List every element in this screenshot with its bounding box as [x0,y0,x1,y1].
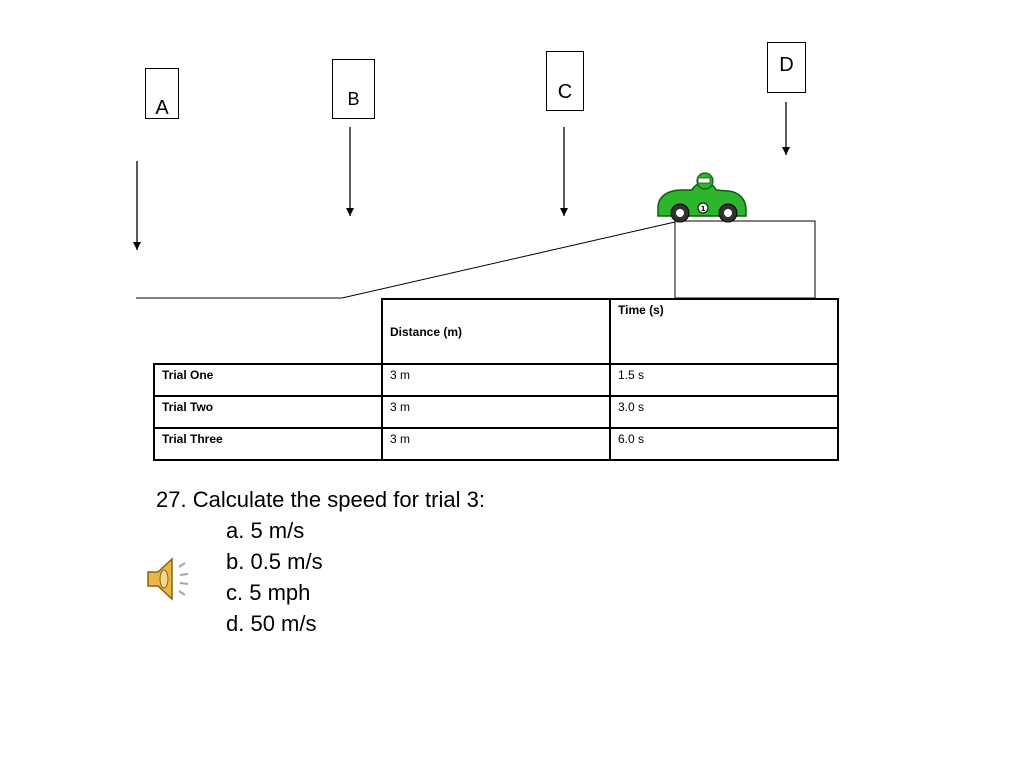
table-row [154,364,838,396]
race-car-icon [658,173,746,222]
answer-option-d[interactable]: d. 50 m/s [226,611,317,636]
table-cell-distance: 3 m [382,396,610,428]
table-cell-time: 3.0 s [610,396,838,428]
answer-option-b[interactable]: b. 0.5 m/s [226,549,323,574]
table-cell-trial: Trial Two [154,396,382,428]
table-row [154,396,838,428]
speaker-icon[interactable] [142,553,194,605]
label-b: B [347,89,360,109]
table-cell-time: 1.5 s [610,364,838,396]
question-prompt: 27. Calculate the speed for trial 3: [156,487,485,512]
table-cell-distance: 3 m [382,428,610,460]
table-header-time: Time (s) [610,299,838,364]
table-row [154,428,838,460]
ramp-line [342,222,675,298]
label-a: A [155,97,169,119]
svg-text:1: 1 [700,205,706,213]
table-cell-distance: 3 m [382,364,610,396]
label-d: D [779,54,794,76]
answer-option-c[interactable]: c. 5 mph [226,580,311,605]
table-header-blank [154,299,382,364]
answer-option-a[interactable]: a. 5 m/s [226,518,305,543]
question-block [156,484,485,639]
table-cell-time: 6.0 s [610,428,838,460]
trial-table [153,298,839,461]
table-header-distance: Distance (m) [382,299,610,364]
label-c: C [557,81,573,103]
table-cell-trial: Trial One [154,364,382,396]
platform-box [675,221,815,298]
table-cell-trial: Trial Three [154,428,382,460]
table-header-row [154,299,838,364]
